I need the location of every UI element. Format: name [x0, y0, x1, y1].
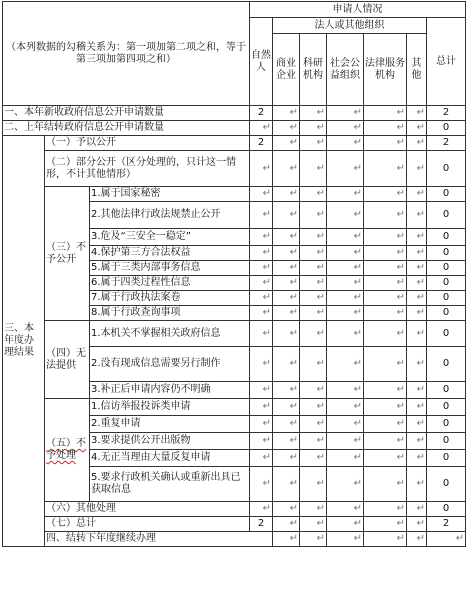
cell-mark: ↵: [407, 229, 427, 246]
cell-mark: ↵: [364, 106, 407, 121]
row-label: 1.属于国家秘密: [90, 187, 250, 202]
cell-mark: ↵: [250, 202, 273, 229]
cell-mark: ↵: [407, 187, 427, 202]
cell-mark: ↵: [300, 382, 327, 399]
cell-mark: ↵: [407, 246, 427, 261]
cell-mark: ↵: [300, 106, 327, 121]
cell-mark: ↵: [407, 276, 427, 291]
cell-mark: ↵: [407, 532, 427, 547]
cell-mark: ↵: [407, 151, 427, 187]
cell-mark: ↵: [364, 291, 407, 306]
cell-mark: ↵: [407, 306, 427, 321]
cell-mark: ↵: [300, 433, 327, 450]
cell-mark: ↵: [250, 433, 273, 450]
row-label: 3.危及“三安全一稳定”: [90, 229, 250, 246]
cell-mark: ↵: [364, 202, 407, 229]
cell-mark: ↵: [364, 321, 407, 347]
cell-mark: ↵: [250, 382, 273, 399]
cell-mark: ↵: [407, 467, 427, 502]
header-commercial: 商业企业: [273, 34, 300, 106]
cell-total: 0: [427, 202, 466, 229]
cell-total: 0: [427, 502, 466, 517]
cell-mark: ↵: [327, 136, 364, 151]
row-label: 4.保护第三方合法权益: [90, 246, 250, 261]
group-5-text: （五）不予处理: [46, 438, 86, 461]
cell-total: 0: [427, 382, 466, 399]
cell-mark: ↵: [364, 136, 407, 151]
cell-mark: ↵: [364, 306, 407, 321]
cell-mark: ↵: [364, 187, 407, 202]
cell-mark: ↵: [300, 291, 327, 306]
row-label: 6.属于四类过程性信息: [90, 276, 250, 291]
cell-mark: ↵: [273, 246, 300, 261]
cell-mark: ↵: [327, 347, 364, 382]
cell-mark: ↵: [300, 502, 327, 517]
cell-mark: ↵: [300, 229, 327, 246]
row-label: 5.要求行政机关确认或重新出具已获取信息: [90, 467, 250, 502]
cell-mark: ↵: [407, 502, 427, 517]
header-applicant-situation: 申请人情况: [250, 2, 466, 18]
header-note: （本列数据的勾稽关系为：第一项加第二项之和，等于第三项加第四项之和）: [3, 2, 250, 106]
cell-mark: ↵: [250, 502, 273, 517]
cell-mark: ↵: [250, 450, 273, 467]
row-label: （七）总计: [45, 517, 250, 532]
cell-mark: ↵: [300, 467, 327, 502]
table-row: [3, 532, 466, 547]
cell-mark: ↵: [407, 450, 427, 467]
cell-mark: ↵: [364, 347, 407, 382]
header-social-welfare: 社会公益组织: [327, 34, 364, 106]
header-legal-entities: 法人或其他组织: [273, 18, 427, 34]
cell-mark: ↵: [273, 502, 300, 517]
cell-mark: ↵: [407, 347, 427, 382]
cell-mark: ↵: [407, 291, 427, 306]
cell-mark: ↵: [327, 382, 364, 399]
cell-mark: ↵: [407, 416, 427, 433]
cell-mark: ↵: [273, 306, 300, 321]
cell-natural: 2: [250, 517, 273, 532]
cell-mark: ↵: [327, 276, 364, 291]
cell-mark: ↵: [300, 416, 327, 433]
cell-mark: ↵: [407, 121, 427, 136]
cell-mark: ↵: [407, 202, 427, 229]
cell-mark: ↵: [327, 246, 364, 261]
header-natural-person: 自然人: [250, 18, 273, 106]
cell-mark: ↵: [250, 187, 273, 202]
group-4-label: （四）无法提供: [45, 321, 90, 399]
cell-mark: ↵: [327, 202, 364, 229]
header-other: 其他: [407, 34, 427, 106]
cell-mark: ↵: [327, 106, 364, 121]
cell-mark: ↵: [273, 433, 300, 450]
row-label: 1.信访举报投诉类申请: [90, 399, 250, 416]
cell-mark: ↵: [273, 202, 300, 229]
cell-mark: ↵: [427, 532, 466, 547]
cell-mark: ↵: [364, 532, 407, 547]
cell-mark: ↵: [300, 202, 327, 229]
cell-mark: ↵: [273, 136, 300, 151]
cell-mark: ↵: [327, 532, 364, 547]
table-row: [3, 321, 466, 347]
row-label: 3.要求提供公开出版物: [90, 433, 250, 450]
cell-mark: ↵: [407, 399, 427, 416]
cell-total: 0: [427, 416, 466, 433]
cell-mark: ↵: [273, 106, 300, 121]
row-label: 7.属于行政执法案卷: [90, 291, 250, 306]
cell-mark: ↵: [407, 106, 427, 121]
cell-total: 0: [427, 450, 466, 467]
cell-mark: ↵: [364, 261, 407, 276]
cell-mark: ↵: [364, 246, 407, 261]
cell-total: 0: [427, 291, 466, 306]
cell-mark: ↵: [327, 306, 364, 321]
table-row: [3, 399, 466, 416]
table-row: [3, 517, 466, 532]
cell-mark: ↵: [300, 187, 327, 202]
cell-mark: ↵: [300, 532, 327, 547]
header-total: 总计: [427, 18, 466, 106]
cell-mark: ↵: [327, 121, 364, 136]
row-label: 8.属于行政查询事项: [90, 306, 250, 321]
row-label: 3.补正后申请内容仍不明确: [90, 382, 250, 399]
cell-mark: ↵: [273, 347, 300, 382]
header-research: 科研机构: [300, 34, 327, 106]
section-3-label: 三、本年度办理结果: [3, 136, 45, 547]
cell-total: 0: [427, 306, 466, 321]
cell-mark: ↵: [407, 321, 427, 347]
cell-mark: ↵: [364, 382, 407, 399]
cell-mark: ↵: [327, 433, 364, 450]
cell-mark: ↵: [327, 229, 364, 246]
cell-mark: ↵: [327, 261, 364, 276]
cell-mark: ↵: [300, 347, 327, 382]
cell-mark: ↵: [364, 502, 407, 517]
row-label: 一、本年新收政府信息公开申请数量: [3, 106, 250, 121]
cell-mark: ↵: [300, 517, 327, 532]
row-label: 2.没有现成信息需要另行制作: [90, 347, 250, 382]
cell-total: 0: [427, 467, 466, 502]
row-label: （一）予以公开: [45, 136, 250, 151]
cell-mark: ↵: [300, 321, 327, 347]
table-row: [3, 187, 466, 202]
cell-mark: ↵: [273, 229, 300, 246]
cell-mark: ↵: [250, 399, 273, 416]
cell-mark: ↵: [300, 306, 327, 321]
cell-total: 2: [427, 136, 466, 151]
header-legal-service: 法律服务机构: [364, 34, 407, 106]
table-row: [3, 136, 466, 151]
cell-mark: ↵: [273, 321, 300, 347]
cell-mark: ↵: [364, 416, 407, 433]
table-row: [3, 502, 466, 517]
row-label: 4.无正当理由大量反复申请: [90, 450, 250, 467]
cell-mark: ↵: [327, 399, 364, 416]
cell-mark: ↵: [250, 467, 273, 502]
table-row: [3, 121, 466, 136]
statistics-table: [2, 1, 466, 547]
cell-mark: ↵: [273, 467, 300, 502]
row-label: 1.本机关不掌握相关政府信息: [90, 321, 250, 347]
table-row: [3, 106, 466, 121]
cell-mark: ↵: [364, 121, 407, 136]
cell-total: 0: [427, 433, 466, 450]
cell-mark: ↵: [250, 121, 273, 136]
cell-mark: ↵: [273, 450, 300, 467]
cell-mark: ↵: [407, 136, 427, 151]
cell-mark: ↵: [273, 151, 300, 187]
cell-mark: ↵: [327, 450, 364, 467]
cell-mark: ↵: [300, 136, 327, 151]
cell-mark: ↵: [250, 291, 273, 306]
cell-total: 0: [427, 246, 466, 261]
cell-mark: ↵: [273, 187, 300, 202]
cell-total: 0: [427, 347, 466, 382]
cell-mark: ↵: [300, 121, 327, 136]
cell-mark: ↵: [273, 121, 300, 136]
cell-mark: ↵: [407, 382, 427, 399]
cell-mark: ↵: [407, 261, 427, 276]
cell-mark: ↵: [364, 517, 407, 532]
cell-mark: ↵: [300, 246, 327, 261]
cell-total: 0: [427, 276, 466, 291]
cell-mark: ↵: [407, 433, 427, 450]
group-3-label: （三）不予公开: [45, 187, 90, 321]
group-5-label: [45, 399, 90, 502]
cell-mark: ↵: [250, 246, 273, 261]
cell-mark: ↵: [273, 399, 300, 416]
cell-total: 0: [427, 399, 466, 416]
cell-mark: ↵: [300, 261, 327, 276]
cell-mark: ↵: [273, 261, 300, 276]
cell-mark: ↵: [364, 151, 407, 187]
cell-mark: ↵: [273, 382, 300, 399]
cell-mark: ↵: [327, 151, 364, 187]
cell-mark: ↵: [250, 416, 273, 433]
cell-total: 0: [427, 321, 466, 347]
cell-total: 0: [427, 229, 466, 246]
cell-mark: ↵: [250, 276, 273, 291]
cell-mark: ↵: [407, 517, 427, 532]
cell-total: 2: [427, 517, 466, 532]
cell-mark: ↵: [250, 321, 273, 347]
cell-natural: 2: [250, 136, 273, 151]
cell-mark: ↵: [364, 433, 407, 450]
cell-total: 0: [427, 151, 466, 187]
cell-mark: ↵: [327, 517, 364, 532]
cell-mark: ↵: [273, 291, 300, 306]
cell-mark: ↵: [327, 467, 364, 502]
cell-mark: ↵: [364, 450, 407, 467]
cell-mark: ↵: [364, 229, 407, 246]
row-label: （六）其他处理: [45, 502, 250, 517]
row-label: 2.重复申请: [90, 416, 250, 433]
row-label: 5.属于三类内部事务信息: [90, 261, 250, 276]
cell-mark: ↵: [364, 276, 407, 291]
cell-mark: ↵: [300, 450, 327, 467]
cell-mark: ↵: [364, 467, 407, 502]
cell-total: 0: [427, 261, 466, 276]
cell-mark: ↵: [250, 261, 273, 276]
row-label: 二、上年结转政府信息公开申请数量: [3, 121, 250, 136]
cell-mark: ↵: [250, 229, 273, 246]
row-label: 2.其他法律行政法规禁止公开: [90, 202, 250, 229]
cell-mark: ↵: [250, 151, 273, 187]
cell-mark: ↵: [327, 416, 364, 433]
cell-mark: ↵: [327, 321, 364, 347]
cell-mark: ↵: [250, 347, 273, 382]
cell-mark: ↵: [327, 291, 364, 306]
cell-mark: ↵: [327, 502, 364, 517]
cell-mark: ↵: [273, 517, 300, 532]
cell-total: 0: [427, 121, 466, 136]
cell-mark: ↵: [327, 187, 364, 202]
cell-natural: 2: [250, 106, 273, 121]
cell-mark: ↵: [300, 399, 327, 416]
row-label: （二）部分公开（区分处理的，只计这一情形，不计其他情形）: [45, 151, 250, 187]
cell-mark: ↵: [250, 306, 273, 321]
cell-total: 0: [427, 187, 466, 202]
cell-mark: ↵: [273, 276, 300, 291]
row-label: 四、结转下年度继续办理: [45, 532, 273, 547]
cell-total: 2: [427, 106, 466, 121]
cell-mark: ↵: [273, 416, 300, 433]
table-row: [3, 151, 466, 187]
cell-mark: ↵: [300, 276, 327, 291]
cell-mark: ↵: [273, 532, 300, 547]
cell-mark: ↵: [364, 399, 407, 416]
cell-mark: ↵: [300, 151, 327, 187]
